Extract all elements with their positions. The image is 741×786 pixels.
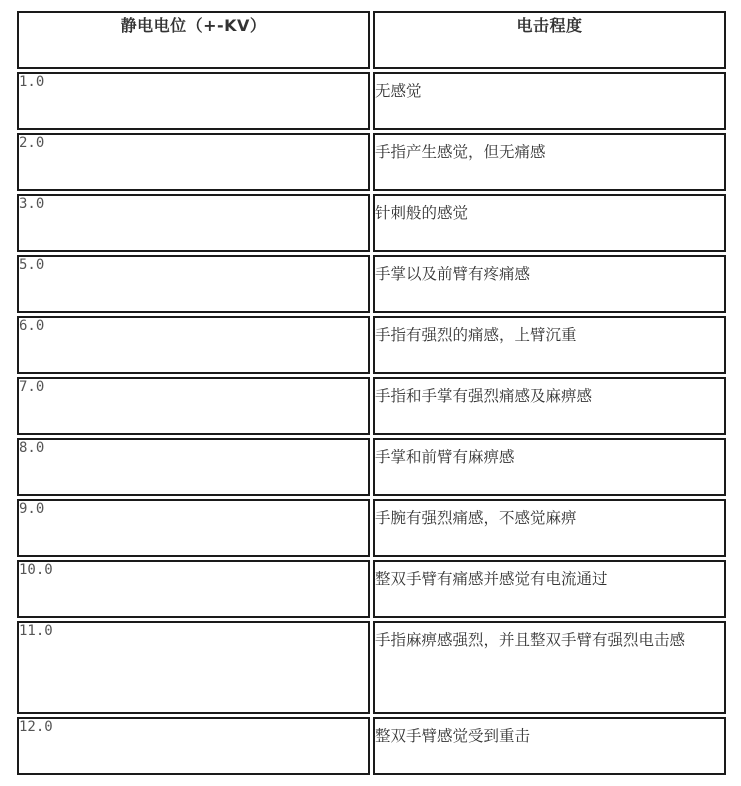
effect-cell: 手腕有强烈痛感，不感觉麻痹 — [373, 499, 726, 557]
voltage-cell: 9.0 — [17, 499, 370, 557]
voltage-cell: 2.0 — [17, 133, 370, 191]
voltage-cell: 12.0 — [17, 717, 370, 775]
effect-cell: 手指产生感觉，但无痛感 — [373, 133, 726, 191]
effect-cell: 手指和手掌有强烈痛感及麻痹感 — [373, 377, 726, 435]
voltage-cell: 10.0 — [17, 560, 370, 618]
table-row — [17, 560, 726, 618]
voltage-cell: 3.0 — [17, 194, 370, 252]
table-row — [17, 717, 726, 775]
header-voltage: 静电电位（+-KV） — [17, 11, 370, 69]
effect-cell: 手掌和前臂有麻痹感 — [373, 438, 726, 496]
voltage-cell: 8.0 — [17, 438, 370, 496]
voltage-cell: 5.0 — [17, 255, 370, 313]
voltage-cell: 6.0 — [17, 316, 370, 374]
header-row — [17, 11, 726, 69]
table-row — [17, 377, 726, 435]
effect-cell: 整双手臂感觉受到重击 — [373, 717, 726, 775]
table-row — [17, 316, 726, 374]
effect-cell: 整双手臂有痛感并感觉有电流通过 — [373, 560, 726, 618]
table-row — [17, 72, 726, 130]
effect-cell: 手指有强烈的痛感，上臂沉重 — [373, 316, 726, 374]
table-row — [17, 499, 726, 557]
voltage-cell: 1.0 — [17, 72, 370, 130]
table-row — [17, 621, 726, 714]
table-row — [17, 438, 726, 496]
header-shock-level: 电击程度 — [373, 11, 726, 69]
voltage-cell: 11.0 — [17, 621, 370, 714]
effect-cell: 无感觉 — [373, 72, 726, 130]
electrostatic-shock-table — [14, 8, 729, 778]
effect-cell: 针刺般的感觉 — [373, 194, 726, 252]
table-row — [17, 133, 726, 191]
table-row — [17, 255, 726, 313]
effect-cell: 手掌以及前臂有疼痛感 — [373, 255, 726, 313]
voltage-cell: 7.0 — [17, 377, 370, 435]
effect-cell: 手指麻痹感强烈，并且整双手臂有强烈电击感 — [373, 621, 726, 714]
table-row — [17, 194, 726, 252]
